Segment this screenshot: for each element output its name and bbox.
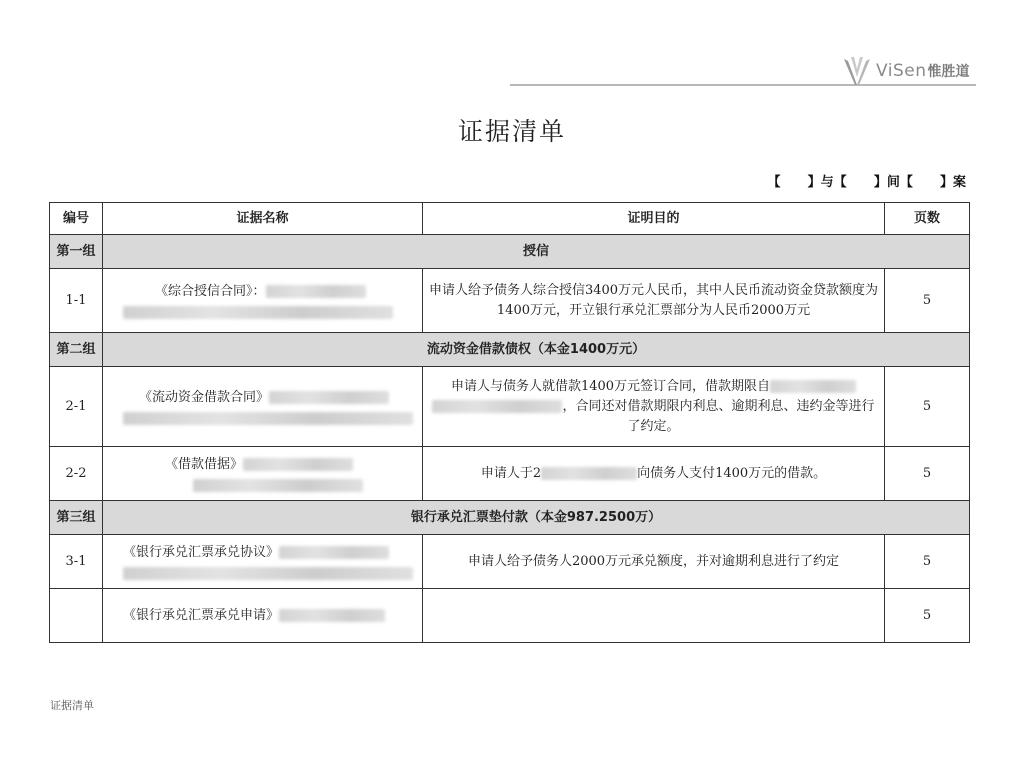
page-footer: 证据清单: [50, 699, 94, 712]
redacted-block: [123, 412, 413, 425]
row-name: 《借款借据》: [165, 457, 244, 472]
group-title: 授信: [103, 235, 970, 269]
row-name-cell: [103, 269, 423, 333]
row-purpose-a: 申请人与债务人就借款1400万元签订合同，借款期限自: [450, 378, 771, 394]
row-no: 2-2: [50, 447, 103, 501]
table-row: [50, 367, 970, 447]
table-row: [50, 535, 970, 589]
redacted-block: [541, 467, 637, 480]
row-pages: 5: [885, 535, 970, 589]
group-label: 第二组: [50, 333, 103, 367]
table-row: [50, 447, 970, 501]
header-pages: 页数: [885, 203, 970, 235]
row-name-cell: [103, 447, 423, 501]
group-title: 银行承兑汇票垫付款（本金987.2500万）: [103, 501, 970, 535]
table-row: [50, 589, 970, 643]
group-label: 第一组: [50, 235, 103, 269]
group-label: 第三组: [50, 501, 103, 535]
header-no: 编号: [50, 203, 103, 235]
header-name: 证据名称: [103, 203, 423, 235]
header-purpose: 证明目的: [423, 203, 885, 235]
row-name: 《综合授信合同》：: [155, 284, 266, 299]
row-pages: 5: [885, 367, 970, 447]
row-no: 3-1: [50, 535, 103, 589]
row-purpose: 申请人给予债务人综合授信3400万元人民币，其中人民币流动资金贷款额度为1400万元，开立银行承兑汇票部分为人民币2000万元: [423, 269, 885, 333]
row-name: 《流动资金借款合同》: [139, 390, 270, 405]
row-name-cell: [103, 367, 423, 447]
row-purpose: [423, 589, 885, 643]
redacted-block: [770, 380, 856, 393]
table-header-row: [50, 203, 970, 235]
page-title: 证据清单: [457, 117, 566, 146]
row-name: 《银行承兑汇票承兑申请》: [123, 607, 280, 623]
redacted-block: [243, 458, 353, 471]
redacted-block: [432, 400, 562, 413]
row-purpose-b: 向债务人支付1400万元的借款。: [637, 465, 827, 481]
redacted-block: [193, 479, 363, 492]
redacted-block: [279, 546, 389, 559]
group-title: 流动资金借款债权（本金1400万元）: [103, 333, 970, 367]
group-row-3: [50, 501, 970, 535]
logo-cn-text: 惟胜道: [927, 64, 970, 80]
row-pages: 5: [885, 589, 970, 643]
row-no: [50, 589, 103, 643]
logo-text: ViSen: [876, 61, 927, 81]
row-no: 2-1: [50, 367, 103, 447]
redacted-block: [269, 391, 389, 404]
row-name-cell: [103, 589, 423, 643]
row-purpose: 申请人给予债务人2000万元承兑额度，并对逾期利息进行了约定: [423, 535, 885, 589]
redacted-block: [279, 609, 385, 622]
v-wing-logo-icon: [842, 55, 872, 87]
case-line: 【 】与【 】间【 】案: [767, 175, 966, 190]
row-no: 1-1: [50, 269, 103, 333]
row-name-cell: [103, 535, 423, 589]
row-purpose-a: 申请人于2: [480, 465, 542, 481]
redacted-block: [123, 567, 413, 580]
table-row: [50, 269, 970, 333]
row-purpose-cell: [423, 447, 885, 501]
row-pages: 5: [885, 269, 970, 333]
row-purpose-b: ，合同还对借款期限内利息、逾期利息、违约金等进行了约定。: [562, 398, 875, 434]
redacted-block: [123, 306, 393, 319]
row-pages: 5: [885, 447, 970, 501]
evidence-table: [49, 202, 970, 643]
redacted-block: [266, 285, 366, 298]
group-row-1: [50, 235, 970, 269]
group-row-2: [50, 333, 970, 367]
company-logo: [842, 54, 970, 88]
row-name: 《银行承兑汇票承兑协议》: [123, 545, 280, 560]
row-purpose-cell: [423, 367, 885, 447]
